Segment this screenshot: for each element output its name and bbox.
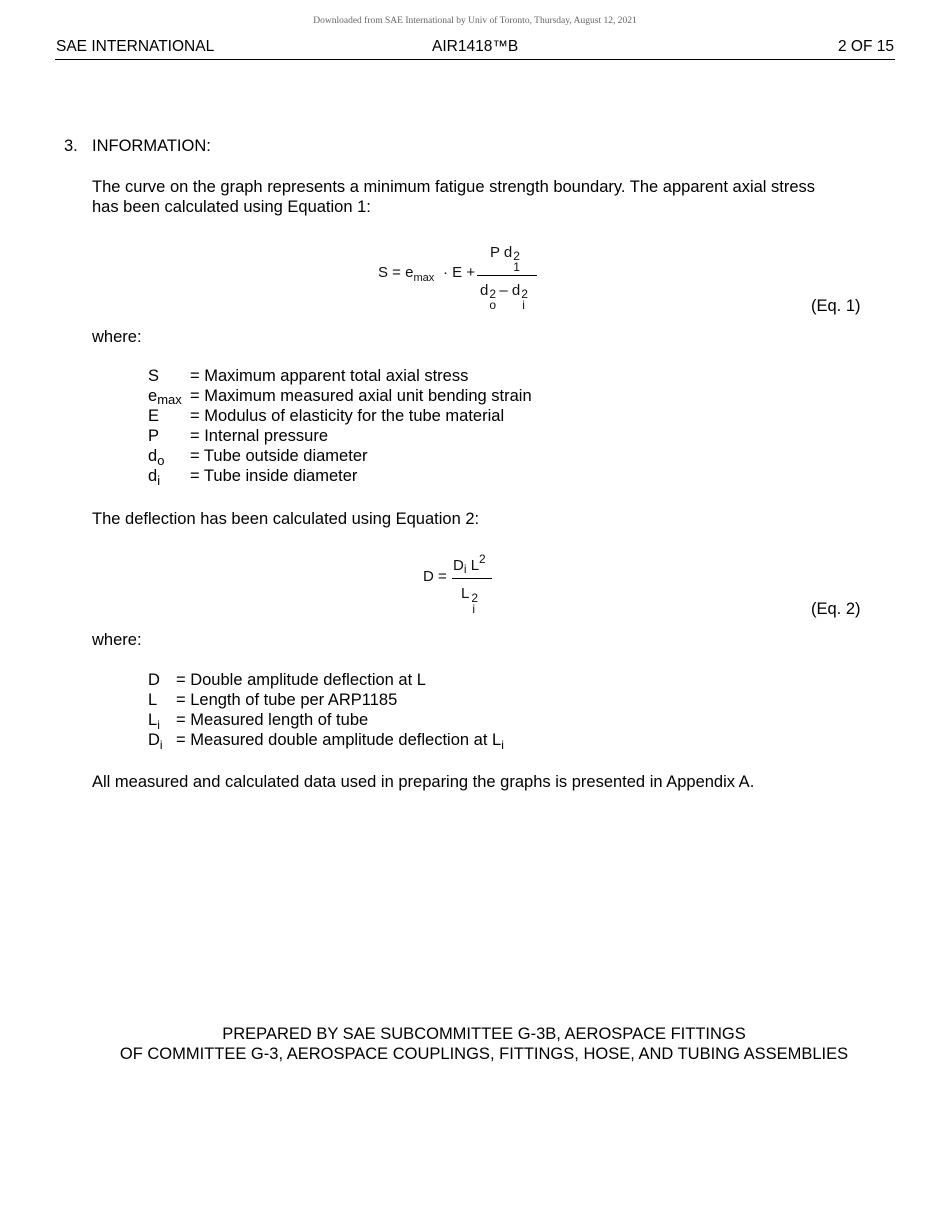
eq2-label: (Eq. 2) (811, 600, 861, 618)
paragraph-line: has been calculated using Equation 1: (92, 198, 371, 216)
def-symbol (148, 387, 182, 406)
def-text: = Measured length of tube (176, 711, 369, 729)
eq2-denominator (461, 585, 480, 616)
eq1-denominator-minus: – d (499, 282, 521, 299)
eq2-denominator-subscript: i (472, 602, 476, 616)
def-text: = Tube inside diameter (190, 467, 358, 485)
def-symbol-subscript: i (157, 473, 161, 488)
def-symbol-subscript: i (157, 718, 160, 732)
def-symbol-letter: D (148, 731, 160, 749)
def-text (176, 731, 504, 750)
eq2-numerator (453, 552, 486, 576)
def-text: = Maximum apparent total axial stress (190, 367, 469, 385)
eq1-denominator (480, 282, 531, 312)
eq2-fraction-bar (452, 578, 492, 579)
eq1-lhs-text: S = e (378, 264, 414, 281)
eq1-denominator-d2-superscript: 2 (521, 287, 528, 301)
section-number: 3. (64, 137, 78, 155)
def-symbol: P (148, 427, 160, 445)
header-rule (55, 59, 895, 60)
eq2-numerator-l: L (470, 557, 480, 574)
paragraph-line: The deflection has been calculated using Equation 2: (92, 510, 480, 528)
def-symbol-subscript: o (157, 453, 165, 468)
eq2-numerator-d: D (453, 557, 464, 574)
def-symbol (148, 447, 164, 466)
eq1-label: (Eq. 1) (811, 297, 861, 315)
header-document-id: AIR1418™B (432, 38, 519, 55)
where-label: where: (92, 328, 142, 346)
def-text-main: = Measured double amplitude deflection at L (176, 731, 502, 749)
def-text: = Internal pressure (190, 427, 329, 445)
def-symbol-letter: e (148, 387, 158, 405)
def-text-subscript: i (501, 738, 504, 752)
eq1-denominator-d2-subscript: i (522, 298, 525, 312)
def-symbol-letter: d (148, 467, 158, 485)
eq1-lhs (378, 264, 435, 284)
def-symbol-subscript: i (159, 738, 163, 752)
def-symbol (148, 467, 160, 486)
footer-line-2: OF COMMITTEE G-3, AEROSPACE COUPLINGS, FITTINGS, HOSE, AND TUBING ASSEMBLIES (119, 1045, 849, 1063)
def-text: = Tube outside diameter (190, 447, 368, 465)
eq1-numerator-subscript: 1 (513, 260, 520, 274)
def-text: = Double amplitude deflection at L (176, 671, 426, 689)
def-symbol: E (148, 407, 160, 425)
eq1-denominator-d: d (480, 282, 489, 299)
eq1-denominator-d-superscript: 2 (489, 287, 497, 301)
header-publisher: SAE INTERNATIONAL (56, 38, 215, 55)
def-text: = Length of tube per ARP1185 (176, 691, 398, 709)
header-page-number: 2 OF 15 (838, 38, 894, 55)
def-symbol: S (148, 367, 160, 385)
def-symbol-letter: d (148, 447, 158, 465)
where-label: where: (92, 631, 142, 649)
eq2-numerator-d-subscript: i (463, 562, 467, 576)
def-symbol: D (148, 671, 160, 689)
def-symbol (148, 711, 160, 730)
eq2-denominator-superscript: 2 (471, 591, 479, 605)
paragraph-line: All measured and calculated data used in preparing the graphs is presented in Appendix A. (92, 773, 755, 791)
paragraph-line: The curve on the graph represents a minimum fatigue strength boundary. The apparent axial stress (92, 178, 816, 196)
eq2-numerator-l-superscript: 2 (479, 552, 486, 566)
def-symbol (148, 731, 163, 750)
eq1-numerator-superscript: 2 (513, 249, 520, 263)
section-title: INFORMATION: (92, 137, 211, 155)
eq1-denominator-d-subscript: o (489, 298, 497, 312)
eq1-numerator (490, 244, 524, 274)
eq1-fraction-bar (477, 275, 537, 276)
def-text: = Modulus of elasticity for the tube material (190, 407, 505, 425)
eq2-lhs: D = (423, 568, 447, 585)
def-symbol: L (148, 691, 158, 709)
download-notice: Downloaded from SAE International by Univ of Toronto, Thursday, August 12, 2021 (313, 16, 637, 26)
footer-line-1: PREPARED BY SAE SUBCOMMITTEE G-3B, AEROSPACE FITTINGS (222, 1025, 746, 1043)
def-symbol-letter: L (148, 711, 158, 729)
eq2-denominator-l: L (461, 585, 470, 602)
eq1-numerator-text: P d (490, 244, 513, 261)
def-text: = Maximum measured axial unit bending strain (190, 387, 532, 405)
eq1-lhs-subscript: max (413, 272, 435, 284)
eq1-mid: · E + (443, 264, 476, 281)
def-symbol-subscript: max (157, 392, 182, 407)
